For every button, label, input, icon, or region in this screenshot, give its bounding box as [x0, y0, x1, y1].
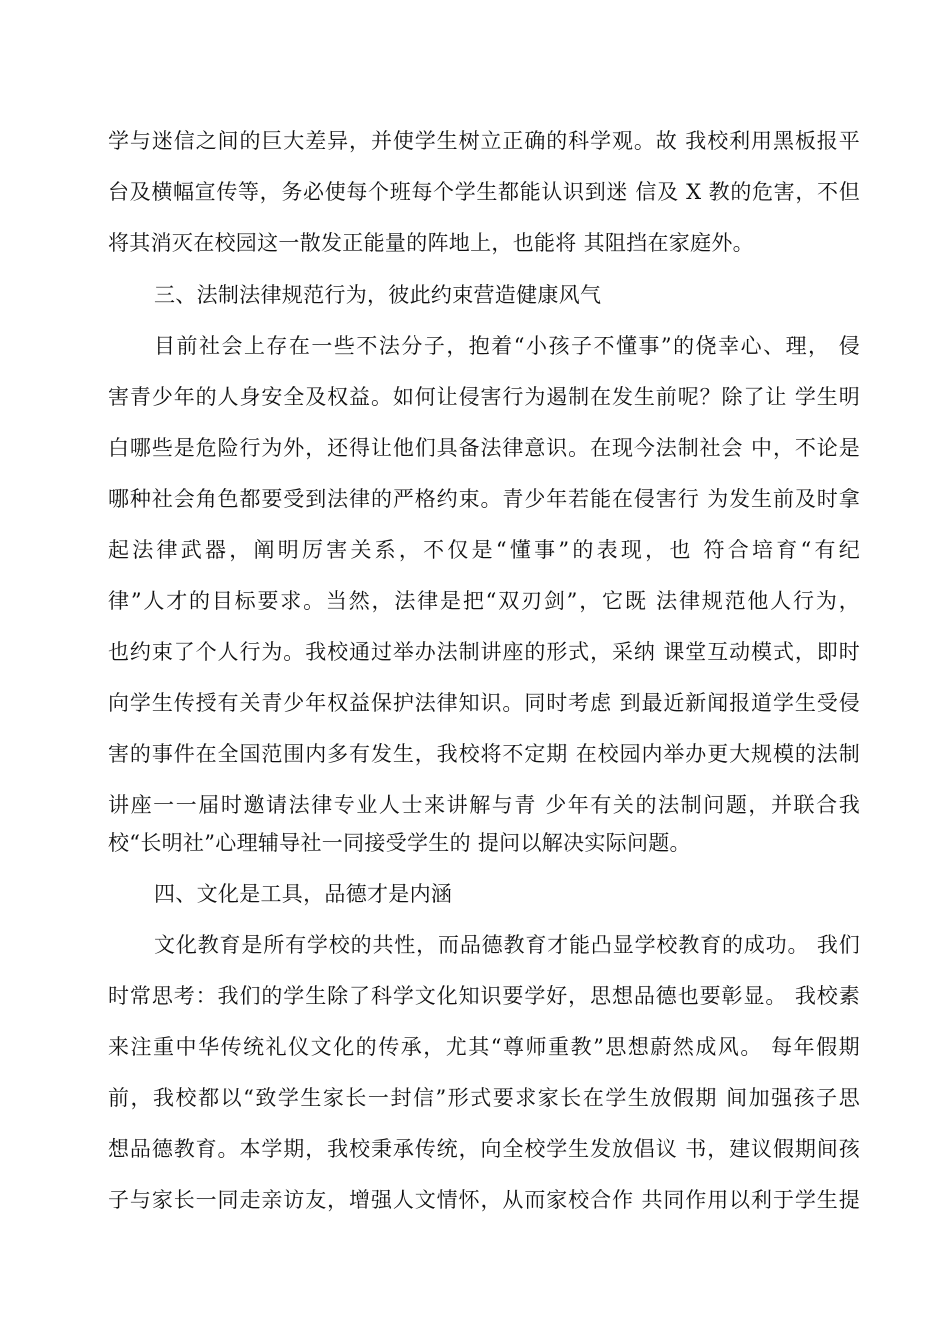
paragraph-line: 将其消灭在校园这一散发正能量的阵地上，也能将 其阻挡在家庭外。 — [108, 231, 754, 255]
paragraph-line: 校“长明社”心理辅导社一同接受学生的 提问以解决实际问题。 — [108, 831, 691, 855]
section-heading: 四、文化是工具，品德才是内涵 — [154, 882, 453, 906]
paragraph-line: 前，我校都以“致学生家长一封信”形式要求家长在学生放假期 间加强孩子思 — [108, 1086, 860, 1110]
paragraph-line: 学与迷信之间的巨大差异，并使学生树立正确的科学观。故 我校利用黑板报平 — [108, 129, 860, 153]
paragraph-line: 律”人才的目标要求。当然，法律是把“双刃剑”，它既 法律规范他人行为， — [108, 589, 860, 613]
paragraph-line: 文化教育是所有学校的共性，而品德教育才能凸显学校教育的成功。 我们 — [154, 933, 860, 957]
paragraph-line: 目前社会上存在一些不法分子，抱着“小孩子不懂事”的侥幸心、理， 侵 — [154, 334, 860, 358]
paragraph-line: 讲座一一届时邀请法律专业人士来讲解与青 少年有关的法制问题，并联合我 — [108, 793, 860, 817]
paragraph-line: 哪种社会角色都要受到法律的严格约束。青少年若能在侵害行 为发生前及时拿 — [108, 487, 860, 511]
paragraph-line: 时常思考：我们的学生除了科学文化知识要学好，思想品德也要彰显。 我校素 — [108, 984, 860, 1008]
paragraph-line: 来注重中华传统礼仪文化的传承，尤其“尊师重教”思想蔚然成风。 每年假期 — [108, 1035, 860, 1059]
paragraph-line: 害的事件在全国范围内多有发生，我校将不定期 在校园内举办更大规模的法制 — [108, 742, 860, 766]
paragraph-line: 起法律武器，阐明厉害关系，不仅是“懂事”的表现，也 符合培育“有纪 — [108, 538, 860, 562]
section-heading: 三、法制法律规范行为，彼此约束营造健康风气 — [154, 283, 602, 307]
paragraph-line: 子与家长一同走亲访友，增强人文情怀，从而家校合作 共同作用以利于学生提 — [108, 1188, 860, 1212]
paragraph-line: 白哪些是危险行为外，还得让他们具备法律意识。在现今法制社会 中，不论是 — [108, 436, 860, 460]
paragraph-line: 向学生传授有关青少年权益保护法律知识。同时考虑 到最近新闻报道学生受侵 — [108, 691, 860, 715]
paragraph-line: 也约束了个人行为。我校通过举办法制讲座的形式，采纳 课堂互动模式，即时 — [108, 640, 860, 664]
paragraph-line: 想品德教育。本学期，我校秉承传统，向全校学生发放倡议 书，建议假期间孩 — [108, 1137, 860, 1161]
paragraph-line: 害青少年的人身安全及权益。如何让侵害行为遏制在发生前呢？除了让 学生明 — [108, 385, 860, 409]
paragraph-line: 台及横幅宣传等，务必使每个班每个学生都能认识到迷 信及 X 教的危害，不但 — [108, 180, 860, 204]
